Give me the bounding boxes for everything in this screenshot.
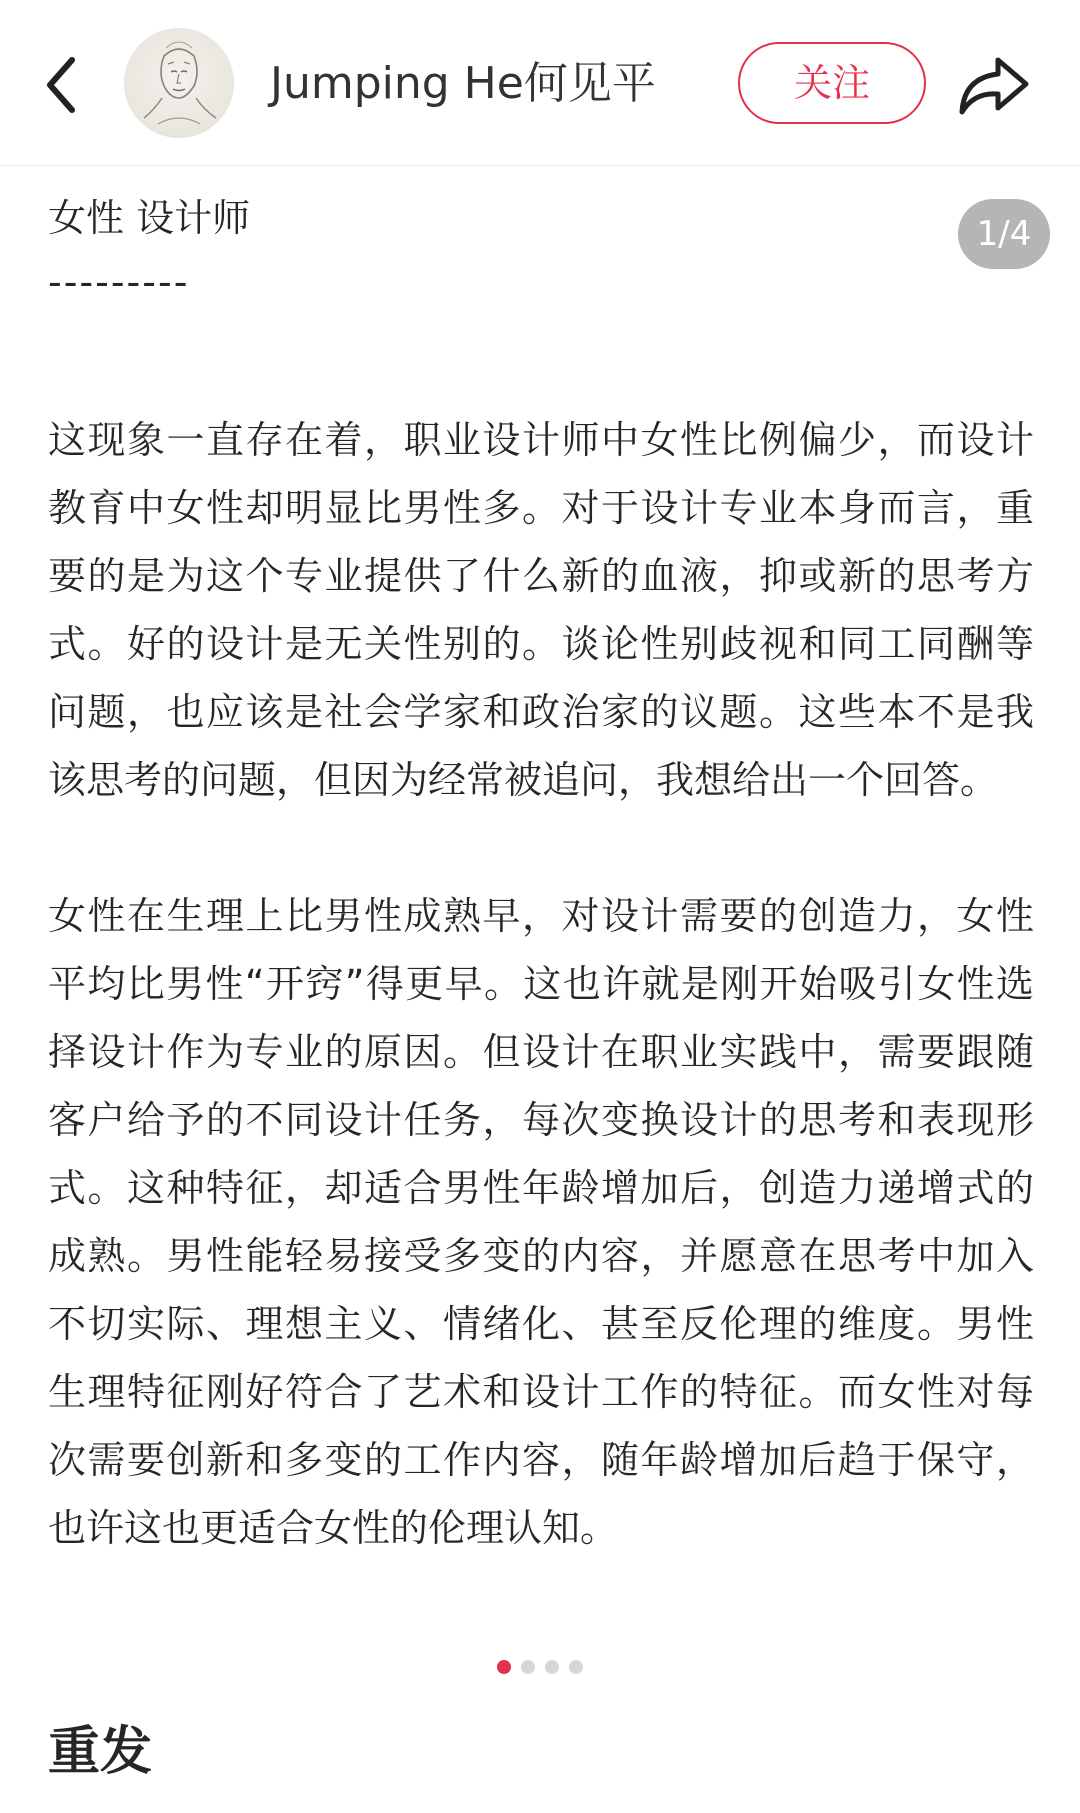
share-button[interactable] <box>956 48 1032 124</box>
follow-button[interactable]: 关注 <box>738 42 926 124</box>
pagination-dots <box>0 1660 1080 1674</box>
top-bar <box>0 0 1080 166</box>
separator-line: --------- <box>48 260 190 304</box>
post-title: 女性 设计师 <box>48 196 251 240</box>
chevron-left-icon <box>38 50 88 120</box>
image-page-indicator: 1/4 <box>958 199 1050 269</box>
post-body <box>48 186 1034 1562</box>
spacer <box>48 314 1034 406</box>
pagination-dot[interactable] <box>497 1660 511 1674</box>
pagination-dot[interactable] <box>569 1660 583 1674</box>
paragraph: 这现象一直存在着，职业设计师中女性比例偏少，而设计教育中女性却明显比男性多。对于设计专业本身而言，重要的是为这个专业提供了什么新的血液，抑或新的思考方式。好的设计是无关性别的。谈论性别歧视和同工同酬等问题，也应该是社会学家和政治家的议题。这些本不是我该思考的问题，但因为经常被追问，我想给出一个回答。 <box>48 418 1034 802</box>
repost-section-title: 重发 <box>48 1722 153 1782</box>
username[interactable]: Jumping He何见平 <box>270 58 656 109</box>
share-arrow-icon <box>956 48 1032 124</box>
paragraph: 女性在生理上比男性成熟早，对设计需要的创造力，女性平均比男性“开窍”得更早。这也许就是刚开始吸引女性选择设计作为专业的原因。但设计在职业实践中，需要跟随客户给予的不同设计任务，每次变换设计的思考和表现形式。这种特征，却适合男性年龄增加后，创造力递增式的成熟。男性能轻易接受多变的内容，并愿意在思考中加入不切实际、理想主义、情绪化、甚至反伦理的维度。男性生理特征刚好符合了艺术和设计工作的特征。而女性对每次需要创新和多变的工作内容，随年龄增加后趋于保守，也许这也更适合女性的伦理认知。 <box>48 894 1034 1550</box>
pagination-dot[interactable] <box>545 1660 559 1674</box>
pagination-dot[interactable] <box>521 1660 535 1674</box>
sketch-portrait-icon <box>124 28 234 138</box>
back-button[interactable] <box>38 50 88 120</box>
spacer <box>48 814 1034 882</box>
avatar[interactable] <box>124 28 234 138</box>
